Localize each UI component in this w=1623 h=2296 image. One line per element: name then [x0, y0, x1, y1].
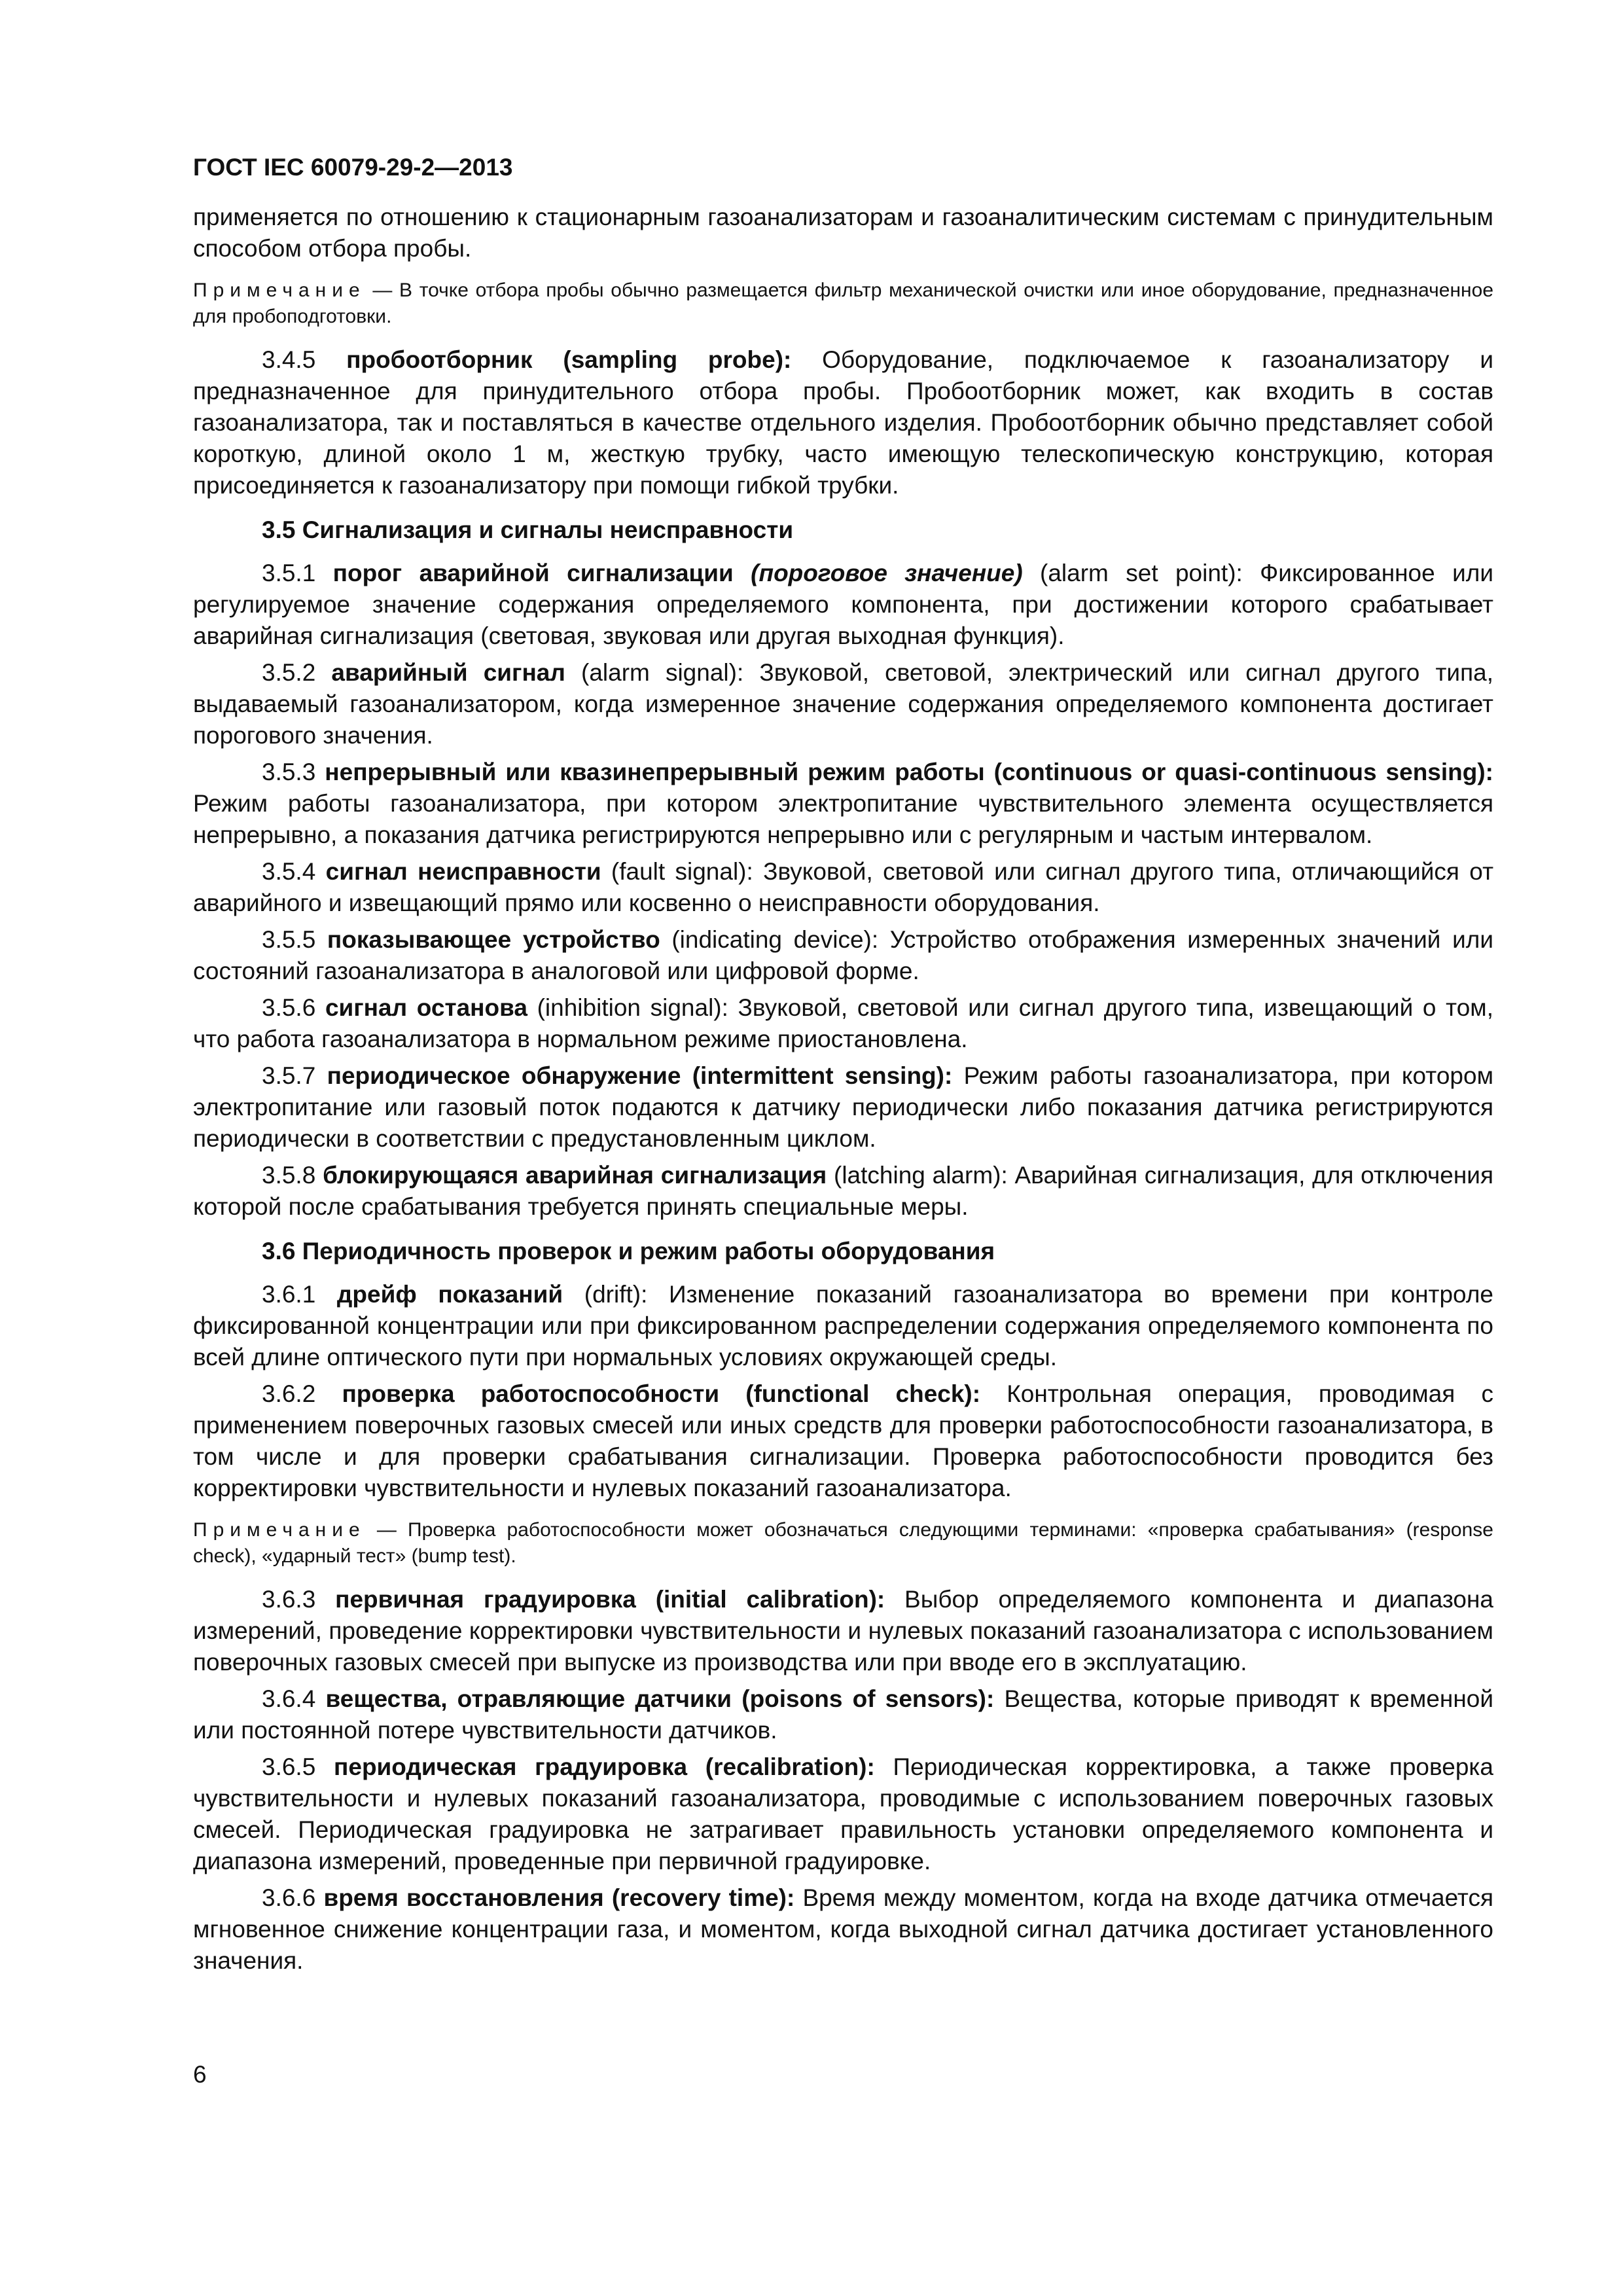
paragraph-text: 3.5.7: [262, 1062, 327, 1089]
paragraph-text: применяется по отношению к стационарным газоанализаторам и газоаналитическим системам с принудительным способом отбора пробы.: [193, 204, 1493, 262]
term-bold: периодическая градуировка (recalibration):: [334, 1753, 875, 1780]
term-bold: время восстановления (recovery time):: [323, 1884, 795, 1911]
body-paragraph: [193, 344, 1493, 501]
body-paragraph: [193, 1751, 1493, 1877]
note-paragraph: [193, 1517, 1493, 1570]
paragraph-text: 3.6.4: [262, 1685, 326, 1712]
term-bold: проверка работоспособности (functional check):: [342, 1380, 981, 1407]
body-paragraph: [193, 924, 1493, 987]
paragraph-text: (alarm set point): Фиксированное или регулируемое значение содержания определяемого компонента, при достижении которого срабатывает аварийная сигнализация (световая, звуковая или другая выходная функция).: [193, 560, 1494, 649]
paragraph-text: 3.4.5: [262, 346, 347, 373]
paragraph-text: 3.5.2: [262, 659, 332, 686]
paragraph-text: Периодическая корректировка, а также проверка чувствительности и нулевых показаний газоанализатора, проводимые с использованием поверочных газовых смесей. Периодическая градуировка не затрагивает правильность установки определяемого компонента и диапазона измерений, проведенные при первичной градуировке.: [193, 1753, 1493, 1874]
paragraph-text: 3.6.6: [262, 1884, 324, 1911]
body-paragraph: [193, 1279, 1493, 1373]
body-paragraph: [193, 856, 1493, 919]
paragraph-text: 3.5.8: [262, 1162, 323, 1189]
paragraph-text: 3.5.4: [262, 858, 326, 885]
paragraph-text: (drift): Изменение показаний газоанализатора во времени при контроле фиксированной концентрации или при фиксированном распределении содержания определяемого компонента по всей длине оптического пути при нормальных условиях окружающей среды.: [193, 1281, 1493, 1371]
section-heading: 3.5 Сигнализация и сигналы неисправности: [262, 516, 794, 543]
paragraph-text: Время между моментом, когда на входе датчика отмечается мгновенное снижение концентрации газа, и моментом, когда выходной сигнал датчика достигает установленного значения.: [193, 1884, 1493, 1974]
body-paragraph: [193, 1060, 1493, 1155]
paragraph-text: 3.6.5: [262, 1753, 334, 1780]
paragraph-text: (alarm signal): Звуковой, световой, электрический или сигнал другого типа, выдаваемый газоанализатором, когда измеренное значение содержания определяемого компонента достигает порогового значения.: [193, 659, 1493, 749]
term-bold: аварийный сигнал: [331, 659, 565, 686]
body-paragraph: [193, 1160, 1493, 1223]
body-paragraph: [193, 202, 1493, 264]
paragraph-text: Оборудование, подключаемое к газоанализатору и предназначенное для принудительного отбора пробы. Пробоотборник может, как входить в состав газоанализатора, так и поставляться в качестве отдельного изделия. Пробоотборник обычно представляет собой короткую, длиной около 1 м, жесткую трубку, часто имеющую телескопическую конструкцию, которая присоединяется к газоанализатору при помощи гибкой трубки.: [193, 346, 1493, 499]
note-label: Примечание: [193, 279, 366, 301]
section-heading: 3.6 Периодичность проверок и режим работы оборудования: [262, 1238, 995, 1265]
term-bold: сигнал неисправности: [325, 858, 601, 885]
paragraph-text: Режим работы газоанализатора, при котором электропитание или газовый поток подаются к датчику периодически либо показания датчика регистрируются периодически в соответствии с предустановленным циклом.: [193, 1062, 1494, 1152]
paragraph-text: (indicating device): Устройство отображения измеренных значений или состояний газоанализатора в аналоговой или цифровой форме.: [193, 926, 1493, 984]
body-paragraph: [193, 1882, 1493, 1977]
term-bold: блокирующаяся аварийная сигнализация: [323, 1162, 827, 1189]
body-paragraph: [193, 757, 1493, 851]
paragraph-text: 3.5.5: [262, 926, 327, 953]
paragraph-text: Выбор определяемого компонента и диапазона измерений, проведение корректировки чувствительности и нулевых показаний газоанализатора с использованием поверочных газовых смесей при выпуске из производства или при вводе его в эксплуатацию.: [193, 1586, 1493, 1676]
paragraph-text: (latching alarm): Аварийная сигнализация, для отключения которой после срабатывания требуется принять специальные меры.: [193, 1162, 1493, 1220]
term-bold: первичная градуировка (initial calibration):: [335, 1586, 885, 1613]
paragraph-text: 3.6.3: [262, 1586, 336, 1613]
paragraph-text: [734, 560, 751, 586]
paragraph-text: 3.6.2: [262, 1380, 342, 1407]
term-bold: показывающее устройство: [327, 926, 660, 953]
document-body: [193, 202, 1493, 1977]
note-text: — Проверка работоспособности может обозначаться следующими терминами: «проверка срабатывания» (response check), «ударный тест» (bump test).: [193, 1519, 1493, 1567]
term-bold: сигнал останова: [325, 994, 527, 1021]
body-paragraph: [193, 1378, 1493, 1504]
document-page: [193, 152, 1493, 1977]
paragraph-text: (inhibition signal): Звуковой, световой или сигнал другого типа, извещающий о том, что работа газоанализатора в нормальном режиме приостановлена.: [193, 994, 1493, 1052]
body-paragraph: [193, 1584, 1493, 1678]
body-paragraph: [193, 992, 1493, 1055]
paragraph-text: (fault signal): Звуковой, световой или сигнал другого типа, отличающийся от аварийного и извещающий прямо или косвенно о неисправности оборудования.: [193, 858, 1494, 916]
paragraph-text: 3.5.1: [262, 560, 333, 586]
paragraph-text: Вещества, которые приводят к временной или постоянной потере чувствительности датчиков.: [193, 1685, 1494, 1744]
body-paragraph: [193, 1683, 1493, 1746]
term-bold: вещества, отравляющие датчики (poisons of sensors):: [325, 1685, 995, 1712]
body-paragraph: [193, 657, 1493, 751]
term-bold-italic: (пороговое значение): [751, 560, 1023, 586]
paragraph-text: 3.6.1: [262, 1281, 337, 1308]
page-number: 6: [193, 2061, 207, 2088]
term-bold: периодическое обнаружение (intermittent sensing):: [327, 1062, 953, 1089]
note-text: — В точке отбора пробы обычно размещается фильтр механической очистки или иное оборудование, предназначенное для пробоподготовки.: [193, 279, 1493, 327]
note-paragraph: [193, 278, 1493, 330]
paragraph-text: 3.5.3: [262, 759, 325, 785]
note-label: Примечание: [193, 1519, 366, 1541]
body-paragraph: [193, 558, 1493, 652]
term-bold: порог аварийной сигнализации: [332, 560, 734, 586]
paragraph-text: Контрольная операция, проводимая с применением поверочных газовых смесей или иных средств для проверки работоспособности газоанализатора, в том числе и для проверки срабатывания сигнализации. Проверка работоспособности проводится без корректировки чувствительности и нулевых показаний газоанализатора.: [193, 1380, 1493, 1501]
term-bold: дрейф показаний: [336, 1281, 563, 1308]
term-bold: пробоотборник (sampling probe):: [346, 346, 792, 373]
document-header: ГОСТ IEC 60079-29-2—2013: [193, 154, 513, 181]
paragraph-text: 3.5.6: [262, 994, 325, 1021]
paragraph-text: Режим работы газоанализатора, при котором электропитание чувствительного элемента осуществляется непрерывно, а показания датчика регистрируются непрерывно или с регулярным и частым интервалом.: [193, 790, 1493, 848]
term-bold: непрерывный или квазинепрерывный режим работы (continuous or quasi-continuous sensing):: [325, 759, 1493, 785]
